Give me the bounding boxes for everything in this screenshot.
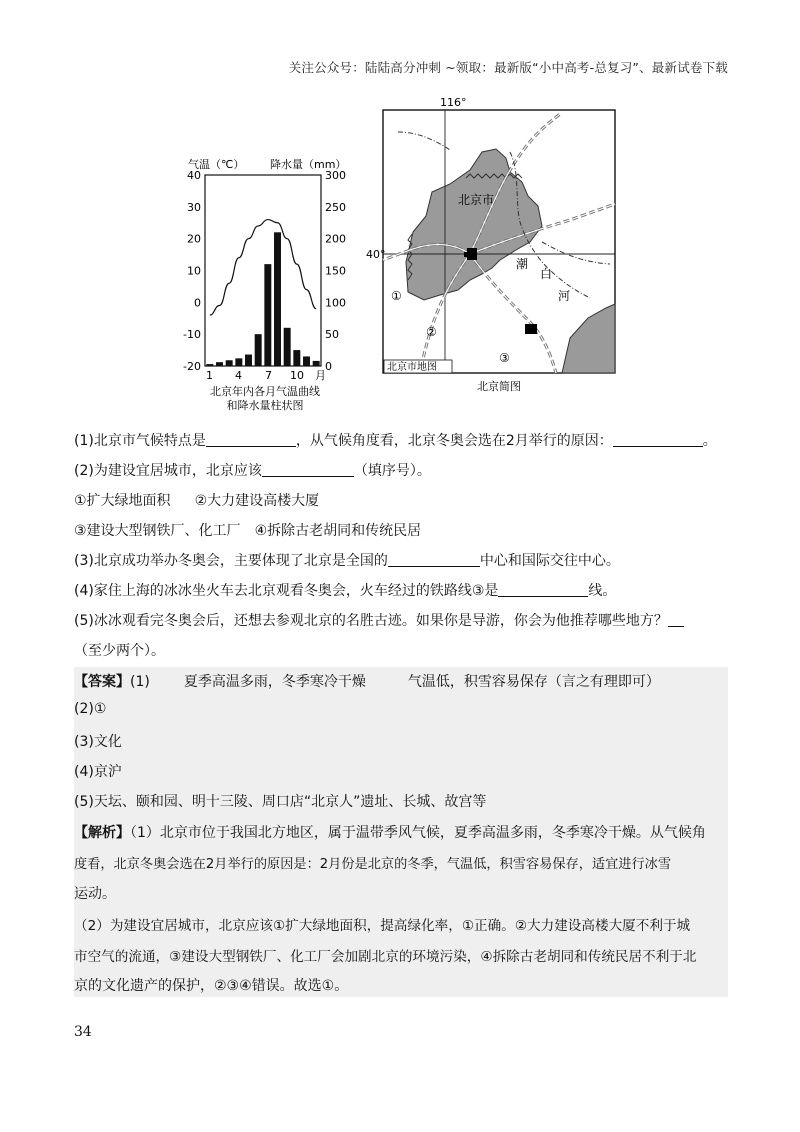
answer-5: (5)天坛、颐和园、明十三陵、周口店“北京人”遗址、长城、故宫等: [74, 794, 487, 810]
analysis-line-6: 京的文化遗产的保护，②③④错误。故选①。: [74, 978, 349, 994]
precip-bar-month-10: [293, 350, 300, 366]
answer-1-part2: 气温低，积雪容易保存（言之有理即可）: [407, 674, 660, 690]
temp-tick: -10: [183, 328, 201, 342]
precip-bar-month-4: [235, 358, 242, 366]
precip-tick: 100: [325, 296, 346, 310]
river-label-3: 河: [558, 289, 571, 303]
q2-blank[interactable]: [262, 462, 354, 477]
precip-ticks: [325, 169, 346, 373]
answer-1-part1: 夏季高温多雨，冬季寒冷干燥: [183, 674, 366, 690]
answer-3: (3)文化: [74, 734, 122, 750]
precip-bar-month-5: [245, 355, 252, 366]
analysis-tag: 【解析】: [74, 825, 130, 841]
precip-tick: 300: [325, 169, 346, 182]
chart-caption-1: 北京年内各月气温曲线: [210, 385, 320, 398]
map-caption: 北京简图: [477, 380, 521, 393]
temp-tick: 0: [194, 296, 201, 310]
q1-text-a: (1)北京市气候特点是: [74, 433, 206, 449]
climate-chart: [183, 157, 346, 412]
precip-bar-month-7: [264, 264, 271, 366]
chart-frame: [205, 175, 321, 366]
option-4: ④拆除古老胡同和传统民居: [254, 523, 422, 539]
precip-tick: 200: [325, 232, 346, 246]
analysis-line-3: 运动。: [74, 886, 116, 902]
temp-tick: 40: [187, 169, 201, 182]
precip-bar-month-8: [274, 232, 281, 366]
options-row-1: [74, 490, 319, 510]
rail-label-2: ②: [426, 325, 437, 339]
question-4: [74, 580, 616, 600]
q3-text-b: 中心和国际交往中心。: [479, 553, 620, 569]
answer-1-num: (1): [130, 674, 150, 690]
temp-tick: 10: [187, 264, 201, 278]
analysis-p1-l1: （1）北京市位于我国北方地区，属于温带季风气候，夏季高温多雨，冬季寒冷干燥。从气候角: [130, 825, 706, 841]
river-label-1: 潮: [516, 257, 529, 271]
q3-text-a: (3)北京成功举办冬奥会，主要体现了北京是全国的: [74, 553, 388, 569]
q4-text-a: (4)家住上海的冰冰坐火车去北京观看冬奥会，火车经过的铁路线③是: [74, 583, 499, 599]
q5-text-a: (5)冰冰观看完冬奥会后，还想去参观北京的名胜古迹。如果你是导游，你会为他推荐哪些地方？: [74, 613, 668, 629]
precip-tick: 150: [325, 264, 346, 278]
option-1: ①扩大绿地面积: [74, 493, 171, 509]
question-2: [74, 460, 431, 480]
page-header: 关注公众号：陆陆高分冲刺 ~领取：最新版“小中高考-总复习”、最新试卷下载: [288, 60, 728, 75]
chart-caption-2: 和降水量柱状图: [226, 399, 304, 412]
temp-tick: 30: [187, 200, 201, 214]
question-5-cont: （至少两个）。: [74, 643, 165, 659]
rail-label-3: ③: [499, 351, 510, 365]
month-tick: 月: [315, 369, 326, 382]
precip-tick: 0: [325, 360, 332, 373]
temp-ticks: [183, 169, 201, 373]
temp-axis-label: 气温（℃）: [188, 158, 245, 171]
precip-bar-month-11: [303, 356, 310, 366]
precip-tick: 250: [325, 200, 346, 214]
precip-bar-month-12: [313, 361, 320, 366]
q1-text-b: ，从气候角度看，北京冬奥会选在2月举行的原因：: [295, 433, 613, 449]
q2-text-a: (2)为建设宜居城市，北京应该: [74, 463, 262, 479]
answer-tag: 【答案】: [74, 674, 130, 690]
precip-bar-month-3: [226, 360, 233, 366]
analysis-line-4: （2）为建设宜居城市，北京应该①扩大绿地面积，提高绿化率，①正确。②大力建设高楼大厦不利于城: [74, 918, 691, 934]
temp-tick: -20: [183, 360, 201, 373]
precip-axis-label: 降水量（mm）: [270, 158, 347, 171]
inset-label: 北京市地图: [387, 362, 437, 373]
q3-blank[interactable]: [388, 552, 480, 567]
month-tick: 7: [265, 369, 272, 382]
q1-blank-1[interactable]: [206, 432, 296, 447]
q1-text-c: 。: [702, 433, 717, 449]
answer-2: (2)①: [74, 701, 107, 717]
tianjin-city-block: [525, 324, 537, 334]
city-label: 北京市: [458, 193, 495, 207]
answer-block: [74, 667, 728, 997]
q4-text-b: 线。: [588, 583, 617, 599]
precip-bar-month-1: [206, 364, 213, 366]
question-3: [74, 550, 620, 570]
temp-tick: 20: [187, 232, 201, 246]
beijing-map: [366, 96, 615, 393]
figure-svg: [170, 92, 620, 422]
precip-bar-month-2: [216, 362, 223, 366]
rail-label-1: ①: [391, 289, 402, 303]
analysis-line-2: 度看，北京冬奥会选在2月举行的原因是：2月份是北京的冬季，气温低，积雪容易保存，适宜进行冰雪: [74, 857, 672, 872]
q4-blank[interactable]: [498, 582, 588, 597]
q1-blank-2[interactable]: [613, 432, 703, 447]
page-number: 34: [74, 1024, 92, 1040]
q2-text-b: （填序号）。: [353, 463, 431, 479]
month-tick: 4: [235, 369, 242, 382]
precip-bar-month-6: [255, 334, 262, 366]
river-label-2: 白: [540, 267, 553, 281]
option-2: ②大力建设高楼大厦: [194, 493, 320, 509]
question-5: [74, 610, 684, 630]
question-1: [74, 430, 717, 450]
longitude-label: 116°: [440, 96, 467, 109]
precip-tick: 50: [325, 328, 339, 342]
beijing-city-block-2: [464, 252, 469, 257]
temp-curve: [210, 220, 316, 315]
month-tick: 1: [206, 369, 213, 382]
options-row-2: [74, 520, 421, 540]
analysis-line-1: [74, 822, 706, 842]
month-tick: 10: [290, 369, 304, 382]
latitude-label: 40°: [366, 248, 386, 261]
figure-area: [170, 92, 620, 422]
option-3: ③建设大型钢铁厂、化工厂: [74, 523, 241, 539]
analysis-line-5: 市空气的流通，③建设大型钢铁厂、化工厂会加剧北京的环境污染，④拆除古老胡同和传统民居不利于北: [74, 949, 697, 965]
precip-bar-month-9: [284, 328, 291, 366]
answer-line-1: [74, 671, 660, 691]
q5-blank[interactable]: [668, 612, 684, 627]
answer-4: (4)京沪: [74, 764, 122, 780]
